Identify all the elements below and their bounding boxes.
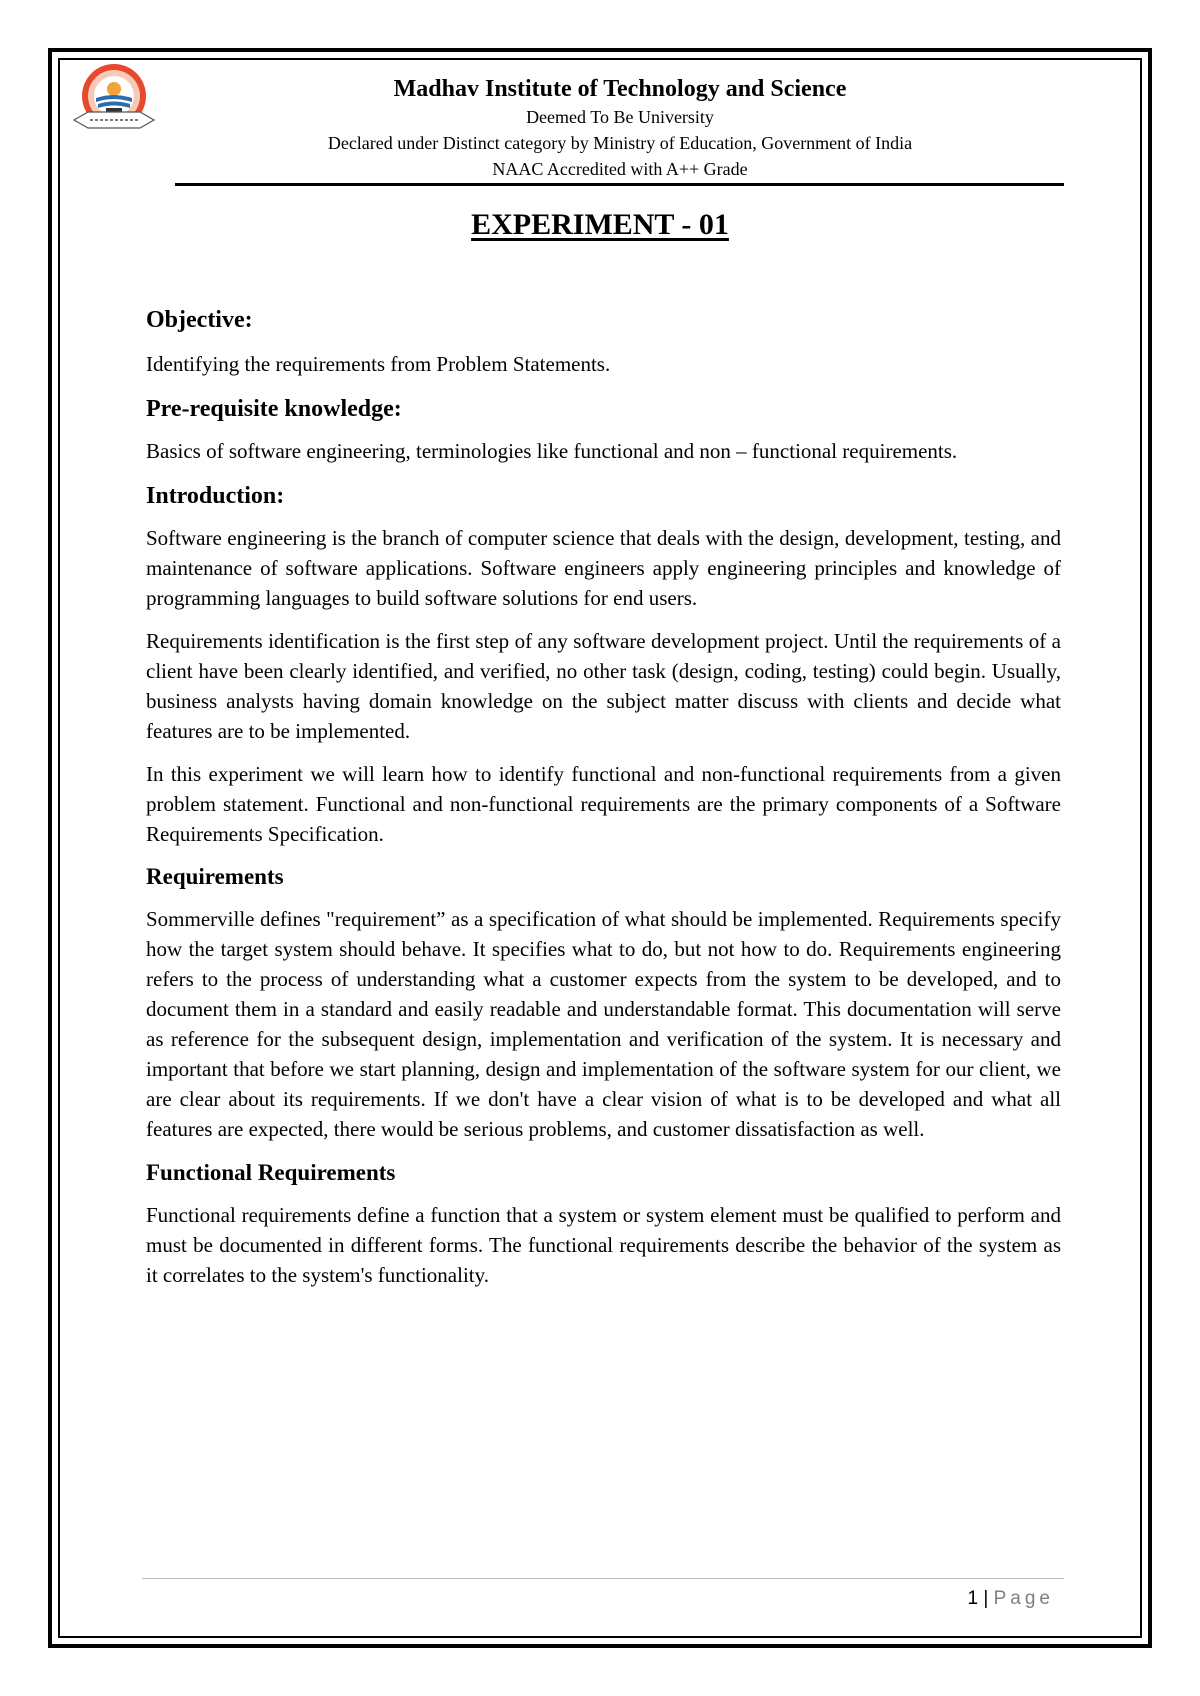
page-number-separator: | <box>983 1588 989 1609</box>
page-number <box>968 1588 1054 1610</box>
introduction-paragraph-1: Software engineering is the branch of computer science that deals with the design, development, testing, and maintenance of software applications. Software engineers apply engineering principles and knowledge of programming languages to build software solutions for end users. <box>146 526 1061 610</box>
experiment-title: EXPERIMENT - 01 <box>471 208 729 241</box>
page-number-value: 1 <box>967 1588 979 1609</box>
requirements-text: Sommerville defines "requirement” as a specification of what should be implemented. Requirements specify how the target system should behave. It specifies what to do, but not how to do. Requirements engineering refers to the process of understanding what a customer expects from the system to be developed, and to document them in a standard and easily readable and understandable format. This documentation will serve as reference for the subsequent design, implementation and verification of the system. It is necessary and important that before we start planning, design and implementation of the software system for our client, we are clear about its requirements. If we don't have a clear vision of what is to be developed and what all features are expected, there would be serious problems, and customer dissatisfaction as well. <box>146 907 1061 1141</box>
prereq-heading: Pre-requisite knowledge: <box>146 396 402 422</box>
header-divider <box>175 183 1064 186</box>
introduction-paragraph-2: Requirements identification is the first step of any software development project. Until the requirements of a client have been clearly identified, and verified, no other task (design, coding, testing) could begin. Usually, business analysts having domain knowledge on the subject matter discuss with clients and decide what features are to be implemented. <box>146 629 1061 743</box>
document-header <box>175 74 1065 182</box>
main-content <box>146 305 1061 1290</box>
institute-name: Madhav Institute of Technology and Science <box>393 76 847 102</box>
institute-logo <box>66 62 166 142</box>
prereq-text: Basics of software engineering, terminologies like functional and non – functional requirements. <box>146 439 958 463</box>
header-line-3: NAAC Accredited with A++ Grade <box>492 159 748 179</box>
introduction-paragraph-3: In this experiment we will learn how to identify functional and non-functional requirements from a given problem statement. Functional and non-functional requirements are the primary components of a Software Requirements Specification. <box>146 762 1061 846</box>
experiment-title-wrap <box>0 208 1200 242</box>
functional-requirements-heading: Functional Requirements <box>146 1160 396 1185</box>
header-line-2: Declared under Distinct category by Ministry of Education, Government of India <box>327 133 913 153</box>
footer-divider <box>142 1578 1064 1579</box>
functional-requirements-text: Functional requirements define a function that a system or system element must be qualified to perform and must be documented in different forms. The functional requirements describe the behavior of the system as it correlates to the system's functionality. <box>146 1203 1061 1287</box>
header-line-1: Deemed To Be University <box>526 107 714 127</box>
objective-text: Identifying the requirements from Problem Statements. <box>146 352 611 376</box>
introduction-heading: Introduction: <box>146 483 285 509</box>
requirements-heading: Requirements <box>146 864 284 889</box>
objective-heading: Objective: <box>146 307 253 333</box>
page-label: Page <box>993 1588 1054 1609</box>
